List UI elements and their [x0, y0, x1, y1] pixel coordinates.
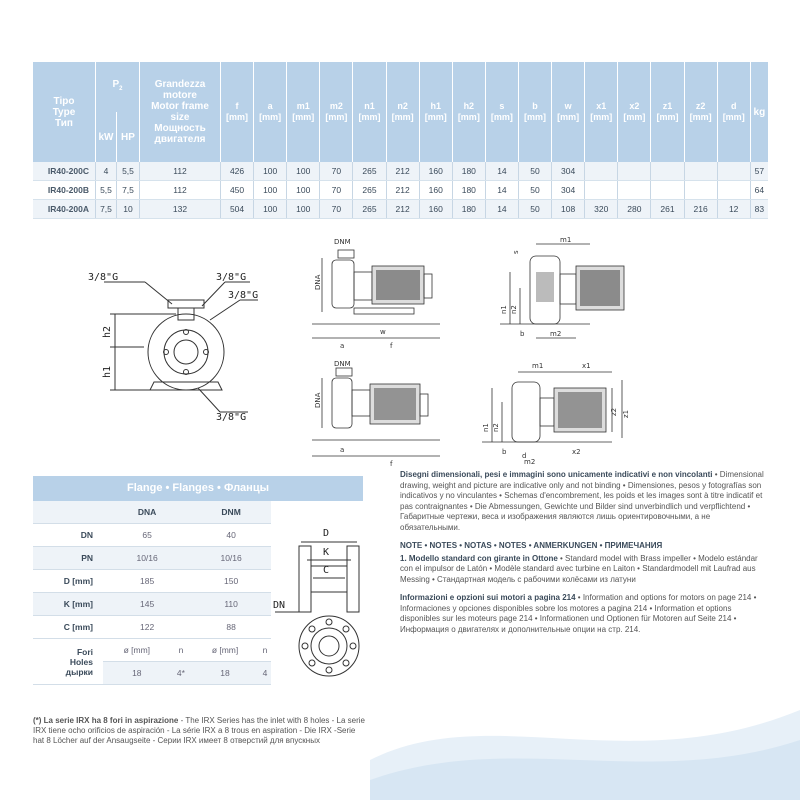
cell-model: IR40-200A [33, 200, 96, 219]
notes-header: NOTE • NOTES • NOTAS • NOTES • ANMERKUNGEN • ПРИМЕЧАНИЯ [400, 541, 663, 550]
cell-h1: 160 [419, 181, 452, 200]
col-header-n2: n2 [mm] [386, 62, 419, 162]
col-header-z1: z1 [mm] [651, 62, 684, 162]
port-label-3: 3/8"G [228, 290, 259, 301]
col-header-b: b [mm] [518, 62, 551, 162]
flange-row [33, 547, 271, 570]
col-header-s: s [mm] [485, 62, 518, 162]
cell-model: IR40-200B [33, 181, 96, 200]
holes-val-0: 18 [103, 662, 171, 685]
dim-w-label: w [380, 328, 386, 336]
p2-header: $P_2$ [96, 62, 140, 112]
cell-s: 14 [485, 162, 518, 181]
cell-s: 14 [485, 200, 518, 219]
cell-x1: 320 [585, 200, 618, 219]
flange-c-label: C [323, 565, 330, 576]
dim-m2-label-2: m2 [524, 458, 536, 466]
cell-h2: 180 [452, 200, 485, 219]
cell-z2 [684, 162, 717, 181]
flange-dna-value: 65 [103, 524, 191, 547]
dim-dnm-label-2: DNM [334, 360, 351, 368]
dim-dna-label-2: DNA [314, 392, 322, 408]
cell-h1: 160 [419, 162, 452, 181]
dim-d-label: d [522, 452, 527, 460]
flange-dna-value: 10/16 [103, 547, 191, 570]
spec-row [33, 200, 768, 219]
notes-section [400, 470, 772, 643]
cell-d [717, 162, 750, 181]
holes-label: Fori Holes дырки [33, 639, 103, 685]
col-header-x2: x2 [mm] [618, 62, 651, 162]
cell-n1: 265 [353, 200, 386, 219]
flange-panel [33, 476, 363, 685]
cell-f: 450 [221, 181, 254, 200]
col-header-kg: kg [750, 62, 768, 162]
flange-row [33, 616, 271, 639]
cell-h1: 160 [419, 200, 452, 219]
cell-z2: 216 [684, 200, 717, 219]
motor-info-text: Informazioni e opzioni sui motori a pagina 214 • Information and options for motors on page 214 • Informaciones y opciones disponibles sobre los motores a pagina 214 • Information et options disponibles sur les moteurs page 214 • Informationen und Optionen für Motoren auf Seite 214 • Информация о двигателях и дополнительные опции на стр. 214. [400, 593, 757, 634]
cell-frame: 112 [140, 162, 221, 181]
cell-x1 [585, 181, 618, 200]
cell-w: 108 [552, 200, 585, 219]
cell-hp: 7,5 [117, 181, 140, 200]
flange-table [33, 501, 271, 685]
col-header-h1: h1 [mm] [419, 62, 452, 162]
dim-m1-label-2: m1 [532, 362, 544, 370]
col-header-a: a [mm] [254, 62, 287, 162]
dim-s-label: s [512, 250, 520, 254]
holes-val-2: 18 [191, 662, 259, 685]
dim-h2-label: h2 [102, 325, 113, 338]
holes-sub-1: n [171, 639, 192, 662]
dim-n2-label-1: n2 [510, 305, 518, 314]
cell-kw: 4 [96, 162, 117, 181]
flange-dnm-value: 150 [191, 570, 271, 593]
cell-a: 100 [254, 181, 287, 200]
flange-row-label: PN [33, 547, 103, 570]
dim-dnm-label: DNM [334, 238, 351, 246]
dim-z1-label: z1 [622, 409, 630, 418]
dim-m2-label-1: m2 [550, 330, 562, 338]
holes-sub-0: ø [mm] [103, 639, 171, 662]
flange-row [33, 524, 271, 547]
flange-k-label: K [323, 547, 330, 558]
dim-a-label-2: a [340, 446, 345, 454]
port-label-4: 3/8"G [216, 412, 247, 422]
dim-n2-label-2: n2 [492, 423, 500, 432]
flange-dna-header: DNA [103, 501, 191, 524]
holes-val-1: 4* [171, 662, 192, 685]
flange-d-label: D [323, 528, 330, 539]
holes-sub-2: ø [mm] [191, 639, 259, 662]
cell-x2 [618, 162, 651, 181]
col-header-d: d [mm] [717, 62, 750, 162]
cell-kg: 83 [750, 200, 768, 219]
flange-dnm-value: 40 [191, 524, 271, 547]
pump-end-view-drawing-2 [462, 358, 642, 468]
cell-hp: 10 [117, 200, 140, 219]
col-header-m2: m2 [mm] [320, 62, 353, 162]
spec-row [33, 162, 768, 181]
dim-n1-label-1: n1 [500, 305, 508, 314]
cell-x2: 280 [618, 200, 651, 219]
flange-dna-value: 185 [103, 570, 191, 593]
motor-frame-header: Grandezza motore Motor frame size Мощность двигателя [140, 62, 221, 162]
cell-model: IR40-200C [33, 162, 96, 181]
cell-n1: 265 [353, 162, 386, 181]
pump-side-view-drawing-1 [310, 232, 450, 352]
cell-m2: 70 [320, 200, 353, 219]
col-header-x1: x1 [mm] [585, 62, 618, 162]
footnote-text: (*) La serie IRX ha 8 fori in aspirazione - The IRX Series has the inlet with 8 holes - La serie IRX tiene ocho orificios de aspiración - La série IRX a 8 trous en aspiration - Die IRX -Serie hat 8 Löcher auf der Ansaugseite - Серии IRX имеет 8 отверстий для впускных [33, 716, 365, 745]
cell-s: 14 [485, 181, 518, 200]
flange-dnm-value: 10/16 [191, 547, 271, 570]
cell-x1 [585, 162, 618, 181]
flange-dn-label: DN [273, 600, 286, 611]
cell-a: 100 [254, 200, 287, 219]
cell-b: 50 [518, 181, 551, 200]
cell-n2: 212 [386, 181, 419, 200]
spec-row [33, 181, 768, 200]
col-header-n1: n1 [mm] [353, 62, 386, 162]
dim-b-label-1: b [520, 330, 525, 338]
cell-w: 304 [552, 181, 585, 200]
flange-dnm-header: DNM [191, 501, 271, 524]
dim-f-label-2: f [390, 460, 393, 468]
col-header-m1: m1 [mm] [287, 62, 320, 162]
cell-f: 426 [221, 162, 254, 181]
dim-z2-label: z2 [610, 407, 618, 416]
cell-b: 50 [518, 200, 551, 219]
holes-sub-3: n [259, 639, 271, 662]
pump-end-view-drawing-1 [480, 232, 640, 352]
cell-n2: 212 [386, 200, 419, 219]
cell-m2: 70 [320, 162, 353, 181]
cell-w: 304 [552, 162, 585, 181]
cell-h2: 180 [452, 181, 485, 200]
dim-b-label-2: b [502, 448, 507, 456]
cell-b: 50 [518, 162, 551, 181]
flange-title: Flange • Flanges • Фланцы [33, 476, 363, 501]
dim-h1-label: h1 [102, 365, 113, 378]
cell-z1 [651, 162, 684, 181]
cell-m1: 100 [287, 200, 320, 219]
cell-n2: 212 [386, 162, 419, 181]
cell-d [717, 181, 750, 200]
pump-front-view-drawing [80, 262, 290, 422]
col-header-z2: z2 [mm] [684, 62, 717, 162]
cell-kw: 7,5 [96, 200, 117, 219]
disclaimer-text: Disegni dimensionali, pesi e immagini sono unicamente indicativi e non vincolanti • Dimensional drawing, weight and picture are indicative only and not binding • Dimensiones, pesos y fotografías son indicativos y no vinculantes • Schemas d'encombrement, les poids et les images sont à titre indicatif et pas contraignantes • Die Abmessungen, Gewichte und Bilder sind unverbindlich und verpflichtend • Габаритные чертежи, веса и изображения являются лишь ориентировочными, а не обязательными. [400, 470, 764, 532]
flange-dnm-value: 110 [191, 593, 271, 616]
dim-m1-label-1: m1 [560, 236, 572, 244]
col-header-f: f [mm] [221, 62, 254, 162]
cell-z1 [651, 181, 684, 200]
dim-x1-label: x1 [582, 362, 591, 370]
flange-dnm-value: 88 [191, 616, 271, 639]
flange-drawing [273, 508, 383, 688]
cell-m1: 100 [287, 162, 320, 181]
flange-row-label: DN [33, 524, 103, 547]
holes-val-3: 4 [259, 662, 271, 685]
tipo-header: Tipo Type Тип [33, 62, 96, 162]
kw-header: kW [96, 112, 117, 162]
cell-f: 504 [221, 200, 254, 219]
flange-row-label: K [mm] [33, 593, 103, 616]
cell-a: 100 [254, 162, 287, 181]
cell-z2 [684, 181, 717, 200]
dim-dna-label: DNA [314, 274, 322, 290]
cell-frame: 112 [140, 181, 221, 200]
flange-dna-value: 122 [103, 616, 191, 639]
cell-z1: 261 [651, 200, 684, 219]
dim-x2-label: x2 [572, 448, 581, 456]
port-label-2: 3/8"G [216, 272, 247, 283]
flange-row-label: C [mm] [33, 616, 103, 639]
cell-h2: 180 [452, 162, 485, 181]
dim-a-label: a [340, 342, 345, 350]
port-label-1: 3/8"G [88, 272, 119, 283]
flange-corner [33, 501, 103, 524]
pump-side-view-drawing-2 [310, 358, 450, 468]
cell-kw: 5,5 [96, 181, 117, 200]
cell-kg: 64 [750, 181, 768, 200]
cell-hp: 5,5 [117, 162, 140, 181]
col-header-h2: h2 [mm] [452, 62, 485, 162]
flange-row-label: D [mm] [33, 570, 103, 593]
hp-header: HP [117, 112, 140, 162]
cell-m1: 100 [287, 181, 320, 200]
spec-table [33, 62, 768, 219]
flange-row [33, 570, 271, 593]
cell-kg: 57 [750, 162, 768, 181]
flange-row [33, 593, 271, 616]
flange-dna-value: 145 [103, 593, 191, 616]
cell-n1: 265 [353, 181, 386, 200]
cell-d: 12 [717, 200, 750, 219]
cell-x2 [618, 181, 651, 200]
cell-m2: 70 [320, 181, 353, 200]
dim-n1-label-2: n1 [482, 423, 490, 432]
col-header-w: w [mm] [552, 62, 585, 162]
note-1-text: 1. Modello standard con girante in Ottone • Standard model with Brass impeller • Modelo estándar con el impulsor de Latón • Modèle standard avec turbine en Laiton • Standardmodell mit Laufrad aus Messing • Стандартная модель с рабочими колёсами из латуни [400, 553, 758, 584]
background-wave [370, 640, 800, 800]
cell-frame: 132 [140, 200, 221, 219]
dim-f-label: f [390, 342, 393, 350]
